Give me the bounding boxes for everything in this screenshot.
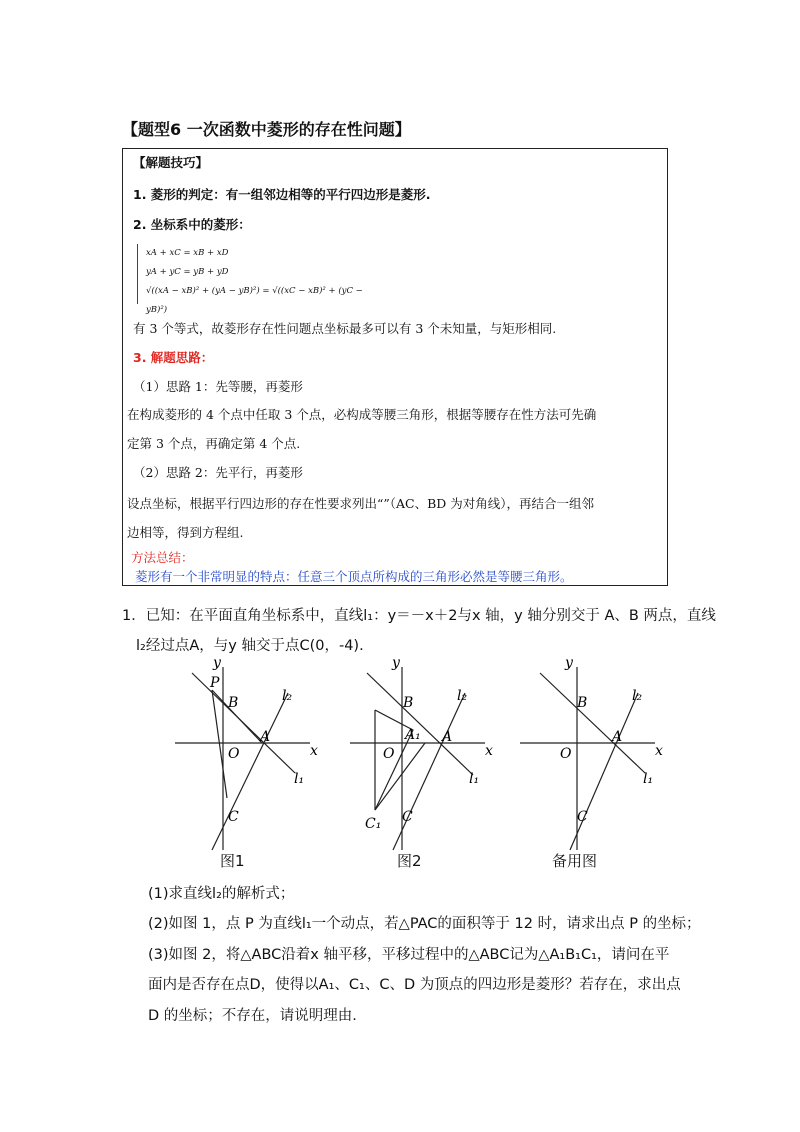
idea-2-line-1: 设点坐标，根据平行四边形的存在性要求列出“”（AC、BD 为对角线），再结合一组邻 <box>127 496 595 511</box>
label-a1: A₁ <box>405 727 421 743</box>
figure-3 <box>515 655 665 855</box>
label-b: B <box>228 695 239 711</box>
label-o: O <box>560 746 572 762</box>
summary-text: 菱形有一个非常明显的特点：任意三个顶点所构成的三角形必然是等腰三角形。 <box>135 569 573 584</box>
tips-box <box>122 148 668 586</box>
summary-label: 方法总结： <box>131 550 194 565</box>
problem-line-2: l₂经过点A，与y 轴交于点C(0，-4). <box>136 638 364 654</box>
tip-note: 有 3 个等式，故菱形存在性问题点坐标最多可以有 3 个未知量，与矩形相同. <box>133 321 557 336</box>
label-l1: l₁ <box>469 771 480 787</box>
label-l2: l₂ <box>282 688 293 704</box>
tips-heading: 【解题技巧】 <box>133 155 209 170</box>
idea-2-line-2: 边相等，得到方程组. <box>127 525 244 540</box>
label-x: x <box>485 743 493 759</box>
tip-item-3: 3. 解题思路： <box>133 350 214 365</box>
question-3-line-2: 面内是否存在点D，使得以A₁、C₁、C、D 为顶点的四边形是菱形？若存在，求出点 <box>148 977 681 993</box>
figure-1-caption: 图1 <box>220 852 245 870</box>
tip-item-2: 2. 坐标系中的菱形： <box>133 217 251 232</box>
label-x: x <box>655 743 663 759</box>
formula-row-1: xA + xC = xB + xD <box>146 248 229 258</box>
line-l2 <box>570 693 638 850</box>
label-o: O <box>383 746 395 762</box>
question-2: (2)如图 1，点 P 为直线l₁一个动点，若△PAC的面积等于 12 时，请求出点 P 的坐标； <box>148 916 701 932</box>
idea-2-title: （2）思路 2：先平行，再菱形 <box>133 465 303 480</box>
label-l1: l₁ <box>643 771 654 787</box>
label-b: B <box>403 695 414 711</box>
formula-row-3: √((xA − xB)² + (yA − yB)²) = √((xC − xB)² + (yC − yB)²) <box>146 286 363 315</box>
label-y: y <box>213 655 221 671</box>
idea-1-line-2: 定第 3 个点，再确定第 4 个点. <box>127 436 301 451</box>
section-title: 【题型6 一次函数中菱形的存在性问题】 <box>122 120 411 139</box>
label-l2: l₂ <box>457 688 468 704</box>
segment-pc <box>212 690 227 798</box>
problem-line-1: 1．已知：在平面直角坐标系中，直线l₁：y＝－x＋2与x 轴，y 轴分别交于 A、B 两点，直线 <box>122 608 716 624</box>
line-l1 <box>540 673 645 773</box>
figure-2 <box>345 655 495 855</box>
label-c1: C₁ <box>365 816 382 832</box>
label-y: y <box>392 655 400 671</box>
label-y: y <box>565 655 573 671</box>
figure-2-caption: 图2 <box>397 852 422 870</box>
idea-1-line-1: 在构成菱形的 4 个点中任取 3 个点，必构成等腰三角形，根据等腰存在性方法可先确 <box>127 407 597 422</box>
label-b: B <box>577 695 588 711</box>
label-l2: l₂ <box>632 688 643 704</box>
figure-3-caption: 备用图 <box>552 852 598 870</box>
label-c: C <box>577 809 588 825</box>
label-a: A <box>260 729 271 745</box>
question-3-line-3: D 的坐标；不存在，请说明理由. <box>148 1008 357 1024</box>
idea-1-title: （1）思路 1：先等腰，再菱形 <box>133 379 303 394</box>
label-l1: l₁ <box>294 771 305 787</box>
tip-item-1: 1. 菱形的判定：有一组邻边相等的平行四边形是菱形. <box>133 187 431 202</box>
formula-system <box>137 244 386 315</box>
label-a: A <box>442 729 453 745</box>
question-3-line-1: (3)如图 2，将△ABC沿着x 轴平移，平移过程中的△ABC记为△A₁B₁C₁，请问在平 <box>148 947 670 963</box>
label-c: C <box>402 809 413 825</box>
label-c: C <box>228 809 239 825</box>
label-a: A <box>612 729 623 745</box>
question-1: (1)求直线l₂的解析式； <box>148 886 295 902</box>
label-p: P <box>210 675 220 691</box>
figure-1 <box>170 655 320 855</box>
label-x: x <box>310 743 318 759</box>
label-o: O <box>228 746 240 762</box>
formula-row-2: yA + yC = yB + yD <box>146 267 229 277</box>
